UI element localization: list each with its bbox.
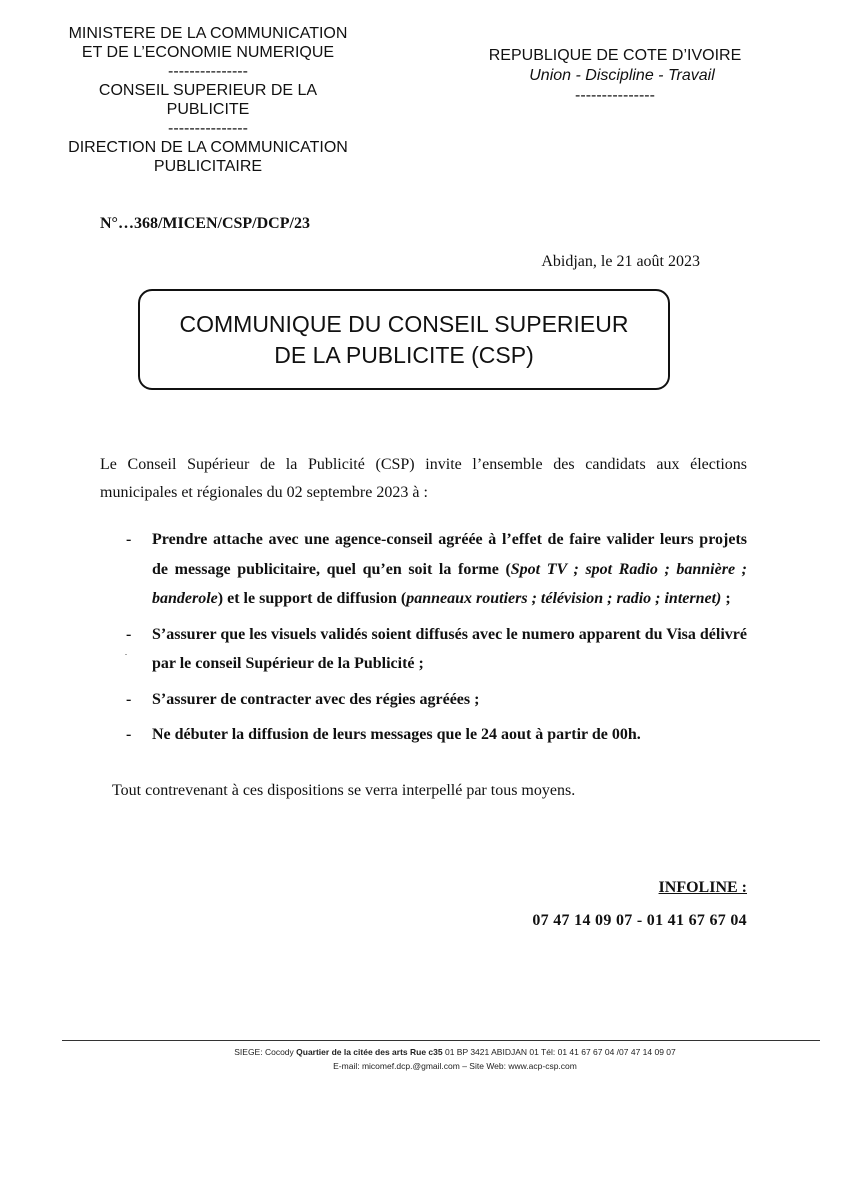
direction-line-2: PUBLICITAIRE xyxy=(153,158,263,175)
bullet-dash: - xyxy=(126,690,132,708)
republic-header xyxy=(470,46,760,106)
footer-address xyxy=(100,1047,810,1057)
ministry-line-1: MINISTERE DE LA COMMUNICATION xyxy=(68,25,348,42)
stray-mark: . xyxy=(125,648,127,657)
ministry-line-2: ET DE L’ECONOMIE NUMERIQUE xyxy=(81,44,335,61)
item-text: Prendre attache avec une agence-conseil agréée à l’effet de faire valider leurs projets de message publicitaire, quel qu’en soit la forme ( xyxy=(152,531,747,578)
title-line-1: COMMUNIQUE DU CONSEIL SUPERIEUR xyxy=(179,310,629,337)
direction-line-1: DIRECTION DE LA COMMUNICATION xyxy=(68,139,348,156)
item-text: ; xyxy=(721,590,731,607)
footer-text-bold: Quartier de la citée des arts Rue c35 xyxy=(296,1047,443,1057)
ministry-header xyxy=(30,24,386,176)
item-text: S’assurer que les visuels validés soient diffusés avec le numero apparent du Visa délivré par le conseil Supérieur de la Publicité ; xyxy=(152,625,747,672)
infoline-phones: 07 47 14 09 07 - 01 41 67 67 04 xyxy=(532,912,747,929)
footer-text: E-mail: xyxy=(333,1061,362,1071)
footer-email: micomef.dcp.@gmail.com xyxy=(361,1061,460,1071)
instructions-list xyxy=(100,525,747,756)
reference-number: N°…368/MICEN/CSP/DCP/23 xyxy=(100,215,310,232)
header-separator-2: --------------- xyxy=(168,120,248,137)
item-text: Ne débuter la diffusion de leurs messages que le 24 aout à partir de 00h. xyxy=(152,726,641,743)
document-date: Abidjan, le 21 août 2023 xyxy=(541,253,700,270)
item-text: S’assurer de contracter avec des régies agréées ; xyxy=(152,690,480,708)
communique-title-box xyxy=(138,289,670,390)
footer-text: – Site Web: www.acp-csp.com xyxy=(459,1061,577,1071)
footer-contact xyxy=(100,1061,810,1071)
list-item xyxy=(100,525,747,614)
footer-text: 01 BP 3421 ABIDJAN 01 Tél: 01 41 67 67 04 /07 47 14 09 07 xyxy=(442,1047,676,1057)
list-item xyxy=(100,620,747,679)
council-line-2: PUBLICITE xyxy=(166,101,250,118)
bullet-dash: - xyxy=(126,625,132,643)
title-line-2: DE LA PUBLICITE (CSP) xyxy=(274,341,534,368)
item-text-italic: panneaux routiers ; télévision ; radio ; internet) xyxy=(406,590,722,607)
footer-divider xyxy=(62,1040,820,1041)
item-text: ) et le support de diffusion ( xyxy=(217,590,407,607)
infoline-label: INFOLINE : xyxy=(658,879,747,896)
closing-statement: Tout contrevenant à ces dispositions se verra interpellé par tous moyens. xyxy=(112,782,576,799)
header-separator-right: --------------- xyxy=(575,87,655,104)
list-item xyxy=(100,685,747,715)
footer-text: SIEGE: Cocody xyxy=(234,1047,297,1057)
item-text-italic: Spot TV ; spot Radio ; bannière ; banderole xyxy=(152,560,747,607)
national-motto: Union - Discipline - Travail xyxy=(529,67,715,84)
council-line-1: CONSEIL SUPERIEUR DE LA xyxy=(98,82,318,99)
country-name: REPUBLIQUE DE COTE D’IVOIRE xyxy=(488,47,742,64)
intro-paragraph: Le Conseil Supérieur de la Publicité (CSP) invite l’ensemble des candidats aux élections municipales et régionales du 02 septembre 2023 à : xyxy=(100,456,747,501)
header-separator-1: --------------- xyxy=(168,63,248,80)
bullet-dash: - xyxy=(126,531,132,548)
list-item xyxy=(100,720,747,750)
bullet-dash: - xyxy=(126,726,132,743)
